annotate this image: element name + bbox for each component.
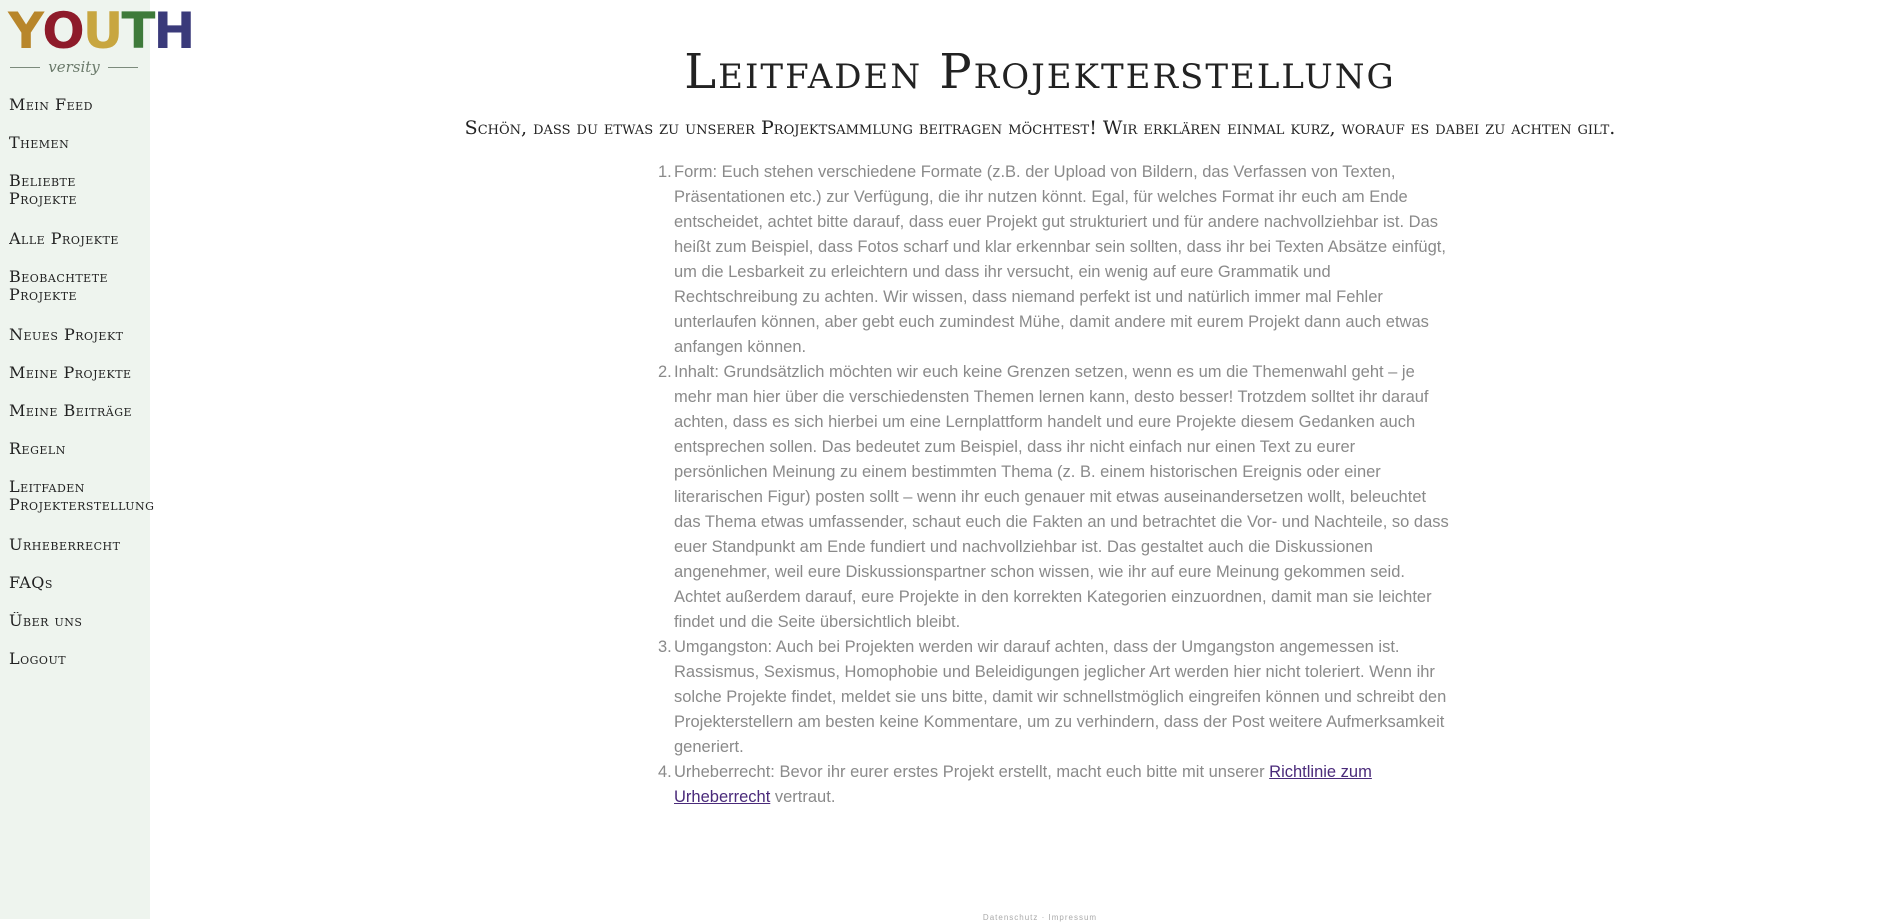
list-item-text: Umgangston: Auch bei Projekten werden wir darauf achten, dass der Umgangston angemessen ist. Rassismus, Sexismus, Homophobie und Beleidigungen jeglicher Art werden hier nicht toleriert. Wenn ihr solche Projekte findet, meldet sie uns bitte, damit wir schnellstmöglich eingreifen können und schreibt den Projekterstellern am besten keine Kommentare, um zu verhindern, dass der Post weitere Aufmerksamkeit generiert. (674, 638, 1447, 756)
page-title: Leitfaden Projekterstellung (684, 44, 1396, 100)
list-item (658, 160, 1449, 360)
sidebar-item-neues-projekt[interactable]: Neues Projekt (9, 326, 124, 344)
guideline-list (658, 160, 1449, 810)
list-item (658, 635, 1449, 760)
sidebar-item-meine-beitraege[interactable]: Meine Beiträge (9, 402, 133, 420)
logo-wordmark (8, 2, 194, 60)
youthversity-logo[interactable] (8, 2, 194, 78)
sidebar-item-beliebte-projekte[interactable]: Beliebte Projekte (9, 172, 78, 208)
sidebar (0, 0, 194, 919)
footer-links[interactable]: Datenschutz · Impressum (982, 913, 1098, 922)
logo-letter-t: T (121, 2, 154, 60)
sidebar-item-leitfaden-projekterstellung[interactable]: Leitfaden Projekterstellung (9, 478, 155, 514)
sidebar-item-ueber-uns[interactable]: Über uns (9, 612, 83, 630)
list-item-number: 4. (658, 763, 672, 781)
main-content (150, 0, 1900, 922)
list-item-number: 2. (658, 363, 672, 381)
sidebar-item-urheberrecht[interactable]: Urheberrecht (9, 536, 121, 554)
list-item (658, 760, 1449, 810)
list-item-text: Urheberrecht: Bevor ihr eurer erstes Projekt erstellt, macht euch bitte mit unserer (674, 763, 1270, 781)
list-item-text: Form: Euch stehen verschiedene Formate (z.B. der Upload von Bildern, das Verfassen von Texten, Präsentationen etc.) zur Verfügung, die ihr nutzen könnt. Egal, für welches Format ihr euch am Ende entscheidet, achtet bitte darauf, dass euer Projekt gut strukturiert und für andere nachvollziehbar ist. Das heißt zum Beispiel, dass Fotos scharf und klar erkennbar sein sollten, dass ihr bei Texten Absätze einfügt, um die Lesbarkeit zu erleichtern und dass ihr versucht, ein wenig auf eure Grammatik und Rechtschreibung zu achten. Wir wissen, dass niemand perfekt ist und natürlich immer mal Fehler unterlaufen können, aber gebt euch zumindest Mühe, damit andere mit eurem Projekt dann auch etwas anfangen können. (674, 163, 1446, 356)
logo-letter-u: U (82, 2, 122, 60)
copyright-guideline-link[interactable]: Richtlinie zum Urheberrecht (674, 763, 1372, 806)
sidebar-item-logout[interactable]: Logout (9, 650, 67, 668)
logo-letter-h: H (153, 2, 194, 60)
list-item-text-after: vertraut. (770, 788, 836, 806)
logo-letter-o: O (42, 2, 83, 60)
sidebar-item-faqs[interactable]: FAQs (9, 574, 53, 592)
sidebar-item-meine-projekte[interactable]: Meine Projekte (9, 364, 132, 382)
list-item-number: 3. (658, 638, 672, 656)
sidebar-item-regeln[interactable]: Regeln (9, 440, 66, 458)
sidebar-item-themen[interactable]: Themen (9, 134, 70, 152)
sidebar-item-alle-projekte[interactable]: Alle Projekte (9, 230, 119, 248)
sidebar-item-mein-feed[interactable]: Mein Feed (9, 96, 93, 114)
list-item-number: 1. (658, 163, 672, 181)
page-subtitle: Schön, dass du etwas zu unserer Projektsammlung beitragen möchtest! Wir erklären einmal kurz, worauf es dabei zu achten gilt. (464, 117, 1616, 139)
list-item (658, 360, 1449, 635)
logo-subtitle: versity (8, 58, 140, 78)
logo-letter-y: Y (8, 2, 43, 60)
list-item-text: Inhalt: Grundsätzlich möchten wir euch keine Grenzen setzen, wenn es um die Themenwahl geht – je mehr man hier über die verschiedensten Themen lernen kann, desto besser! Trotzdem solltet ihr darauf achten, dass es sich hierbei um eine Lernplattform handelt und eure Projekte diesem Gedanken auch entsprechen sollen. Das bedeutet zum Beispiel, dass ihr nicht einfach nur einen Text zu eurer persönlichen Meinung zu einem bestimmten Thema (z. B. einem historischen Ereignis oder einer literarischen Figur) posten sollt – wenn ihr euch genauer mit etwas auseinandersetzen wollt, beleuchtet das Thema etwas umfassender, schaut euch die Fakten an und betrachtet die Vor- und Nachteile, so dass euer Standpunkt am Ende fundiert und nachvollziehbar ist. Das gestaltet auch die Diskussionen angenehmer, weil eure Diskussionspartner schon wissen, wie ihr auf eure Meinung gekommen seid. Achtet außerdem darauf, eure Projekte in den korrekten Kategorien einzuordnen, damit man sie leichter findet und die Seite übersichtlich bleibt. (674, 363, 1449, 631)
sidebar-item-beobachtete-projekte[interactable]: Beobachtete Projekte (9, 268, 109, 304)
